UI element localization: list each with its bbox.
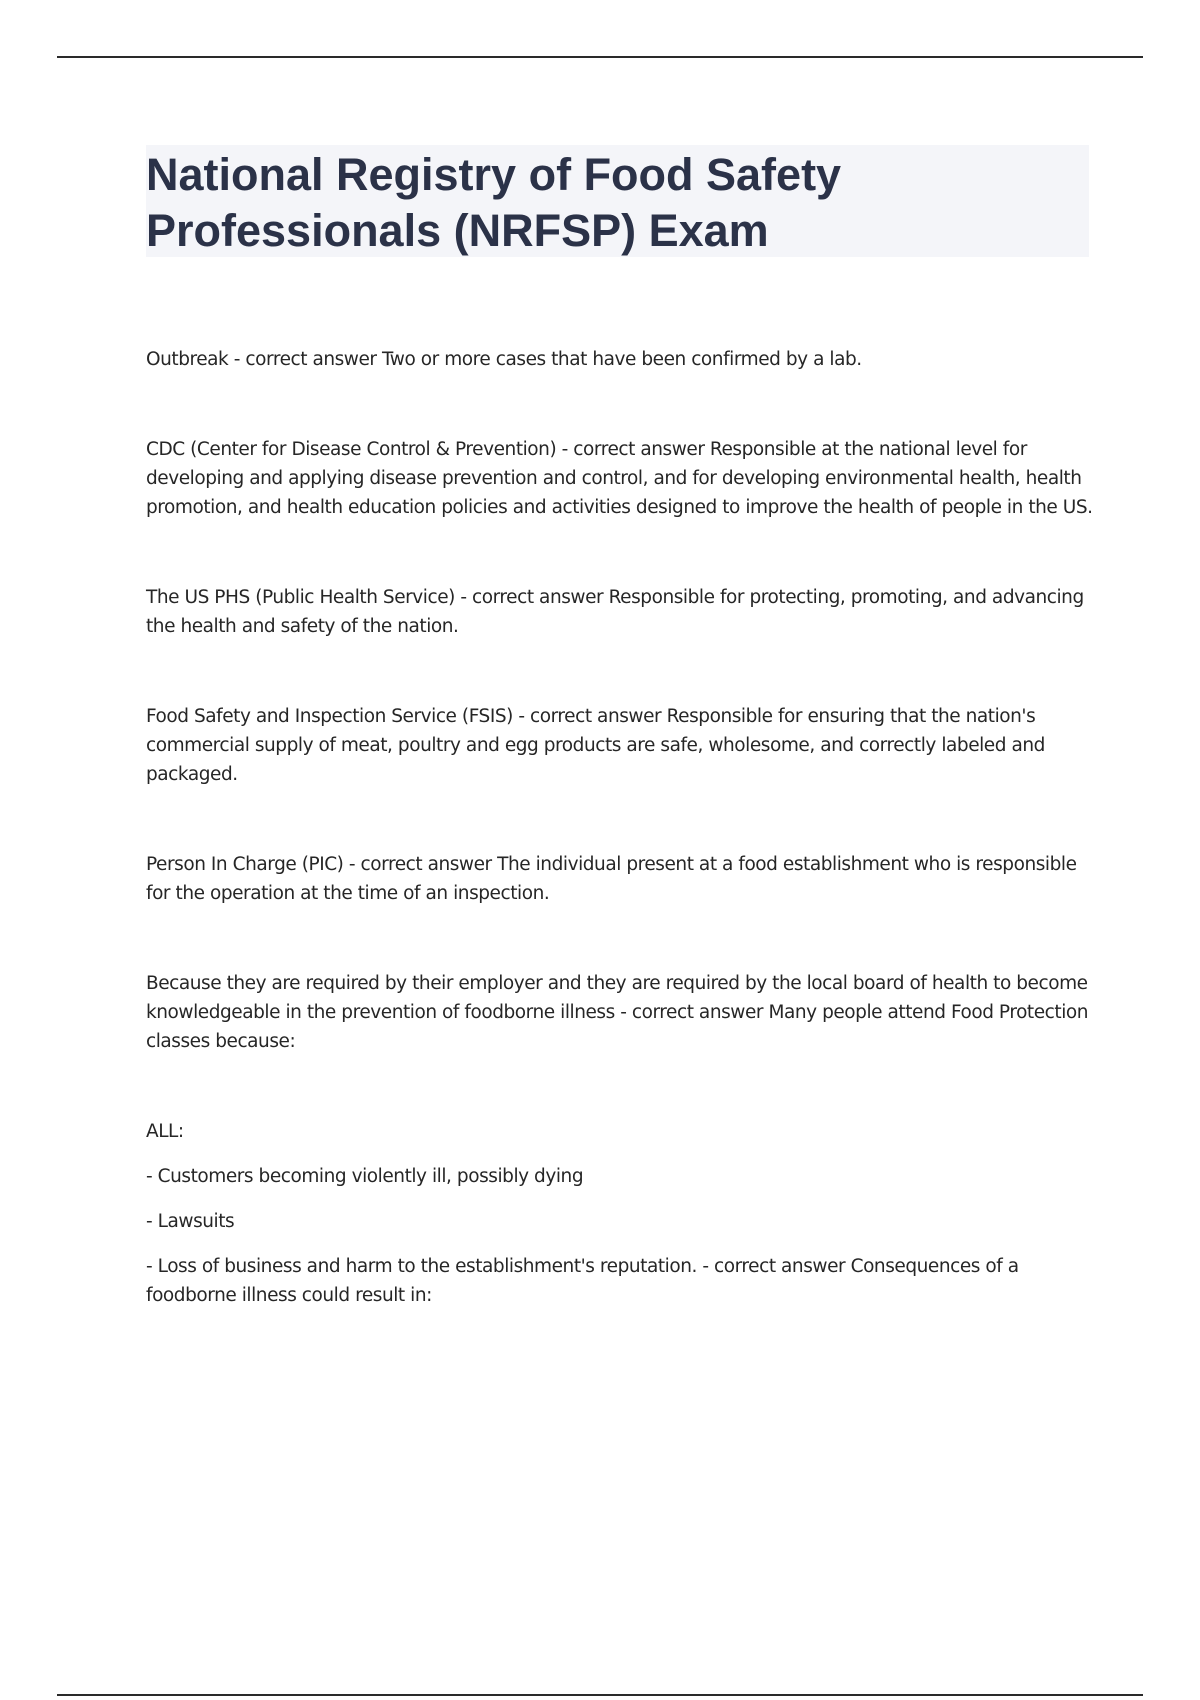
- flashcard-phs: The US PHS (Public Health Service) - correct answer Responsible for protecting, promoting, and advancing the health and safety of the nation.: [146, 587, 1084, 637]
- flashcard-pic: Person In Charge (PIC) - correct answer The individual present at a food establishment who is responsible for the operation at the time of an inspection.: [146, 854, 1077, 904]
- document-title: [146, 145, 1089, 259]
- flashcard-outbreak: Outbreak - correct answer Two or more cases that have been confirmed by a lab.: [146, 349, 862, 370]
- consequences-line-all: ALL:: [146, 1121, 184, 1142]
- consequences-line-ill: - Customers becoming violently ill, possibly dying: [146, 1166, 584, 1187]
- title-line-2: Professionals (NRFSP) Exam: [146, 205, 769, 256]
- title-block: [146, 145, 1089, 257]
- flashcard-food-protection-classes: Because they are required by their employer and they are required by the local board of health to become knowledgeable in the prevention of foodborne illness - correct answer Many people attend Food Protection classes because:: [146, 973, 1089, 1052]
- flashcard-fsis: Food Safety and Inspection Service (FSIS) - correct answer Responsible for ensuring that the nation's commercial supply of meat, poultry and egg products are safe, wholesome, and correctly labeled and packaged.: [146, 706, 1045, 785]
- flashcard-list: [146, 345, 1096, 1326]
- top-rule: [57, 56, 1143, 58]
- flashcard-cdc: CDC (Center for Disease Control & Prevention) - correct answer Responsible at the national level for developing and applying disease prevention and control, and for developing environmental health, health promotion, and health education policies and activities designed to improve the health of people in the US.: [146, 439, 1093, 518]
- consequences-line-lawsuits: - Lawsuits: [146, 1211, 235, 1232]
- consequences-line-business: - Loss of business and harm to the establishment's reputation. - correct answer Consequences of a foodborne illness could result in:: [146, 1256, 1019, 1306]
- title-line-1: National Registry of Food Safety: [146, 149, 842, 200]
- flashcard-consequences: [146, 1117, 1096, 1310]
- bottom-rule: [57, 1694, 1143, 1696]
